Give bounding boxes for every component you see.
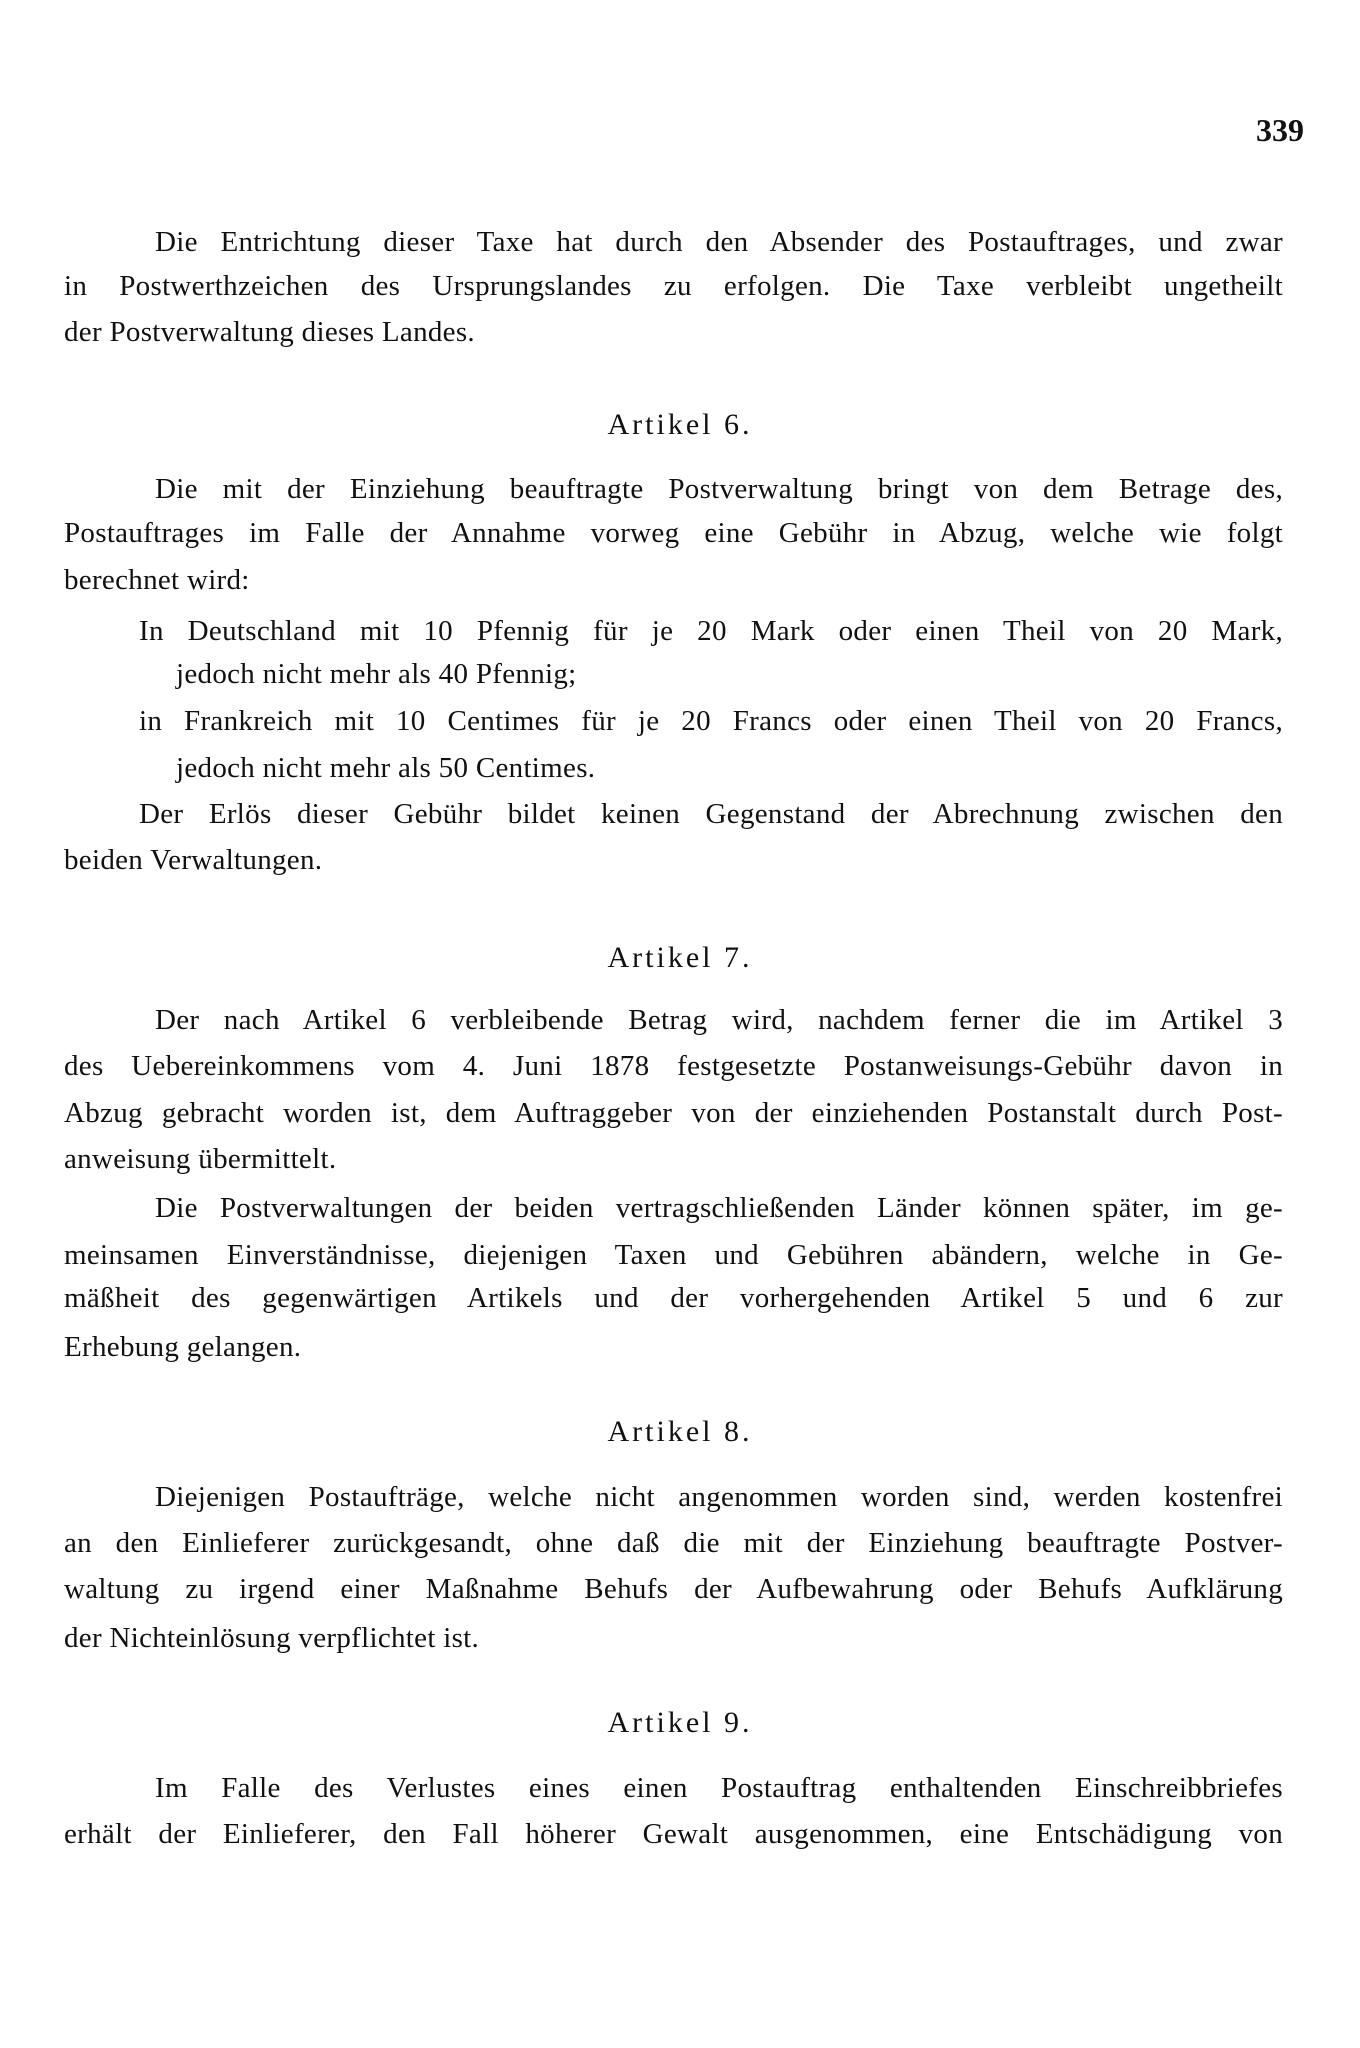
article-heading: Artikel 9.: [607, 1706, 753, 1739]
page-number: 339: [1256, 112, 1304, 148]
text-line: Der nach Artikel 6 verbleibende Betrag wird, nachdem ferner die im Artikel 3: [155, 1004, 1283, 1036]
text-line: in Frankreich mit 10 Centimes für je 20 Francs oder einen Theil von 20 Francs,: [139, 705, 1283, 737]
text-line: Im Falle des Verlustes eines einen Postauftrag enthaltenden Einschreibbriefes: [155, 1772, 1283, 1804]
text-line: In Deutschland mit 10 Pfennig für je 20 Mark oder einen Theil von 20 Mark,: [139, 615, 1283, 647]
text-line: meinsamen Einverständnisse, diejenigen Taxen und Gebühren abändern, welche in Ge-: [64, 1239, 1283, 1271]
text-line: der Postverwaltung dieses Landes.: [64, 316, 475, 348]
article-heading: Artikel 7.: [607, 941, 753, 974]
text-line: in Postwerthzeichen des Ursprungslandes zu erfolgen. Die Taxe verbleibt ungetheilt: [64, 270, 1283, 302]
text-line: waltung zu irgend einer Maßnahme Behufs der Aufbewahrung oder Behufs Aufklärung: [64, 1573, 1283, 1605]
text-line: Die Postverwaltungen der beiden vertragschließenden Länder können später, im ge-: [155, 1192, 1283, 1224]
article-heading: Artikel 6.: [607, 408, 753, 441]
text-line: an den Einlieferer zurückgesandt, ohne daß die mit der Einziehung beauftragte Postver-: [64, 1527, 1283, 1559]
text-line: Die Entrichtung dieser Taxe hat durch den Absender des Postauftrages, und zwar: [155, 226, 1283, 258]
text-line: Der Erlös dieser Gebühr bildet keinen Gegenstand der Abrechnung zwischen den: [139, 798, 1283, 830]
text-line: Postauftrages im Falle der Annahme vorweg eine Gebühr in Abzug, welche wie folgt: [64, 517, 1283, 549]
text-line: Die mit der Einziehung beauftragte Postverwaltung bringt von dem Betrage des,: [155, 473, 1283, 505]
text-line: berechnet wird:: [64, 564, 250, 596]
text-line: der Nichteinlösung verpflichtet ist.: [64, 1622, 480, 1654]
text-line: beiden Verwaltungen.: [64, 844, 323, 876]
text-line: anweisung übermittelt.: [64, 1143, 337, 1175]
text-line: erhält der Einlieferer, den Fall höherer Gewalt ausgenommen, eine Entschädigung von: [64, 1818, 1283, 1850]
text-line: des Uebereinkommens vom 4. Juni 1878 festgesetzte Postanweisungs-Gebühr davon in: [64, 1050, 1283, 1082]
text-line: Erhebung gelangen.: [64, 1331, 302, 1363]
text-line: Abzug gebracht worden ist, dem Auftraggeber von der einziehenden Postanstalt durch Post-: [64, 1097, 1283, 1129]
article-heading: Artikel 8.: [607, 1415, 753, 1448]
text-line: jedoch nicht mehr als 50 Centimes.: [176, 752, 596, 784]
text-line: jedoch nicht mehr als 40 Pfennig;: [176, 658, 577, 690]
text-line: Diejenigen Postaufträge, welche nicht angenommen worden sind, werden kostenfrei: [155, 1481, 1283, 1513]
text-line: mäßheit des gegenwärtigen Artikels und der vorhergehenden Artikel 5 und 6 zur: [64, 1282, 1283, 1314]
